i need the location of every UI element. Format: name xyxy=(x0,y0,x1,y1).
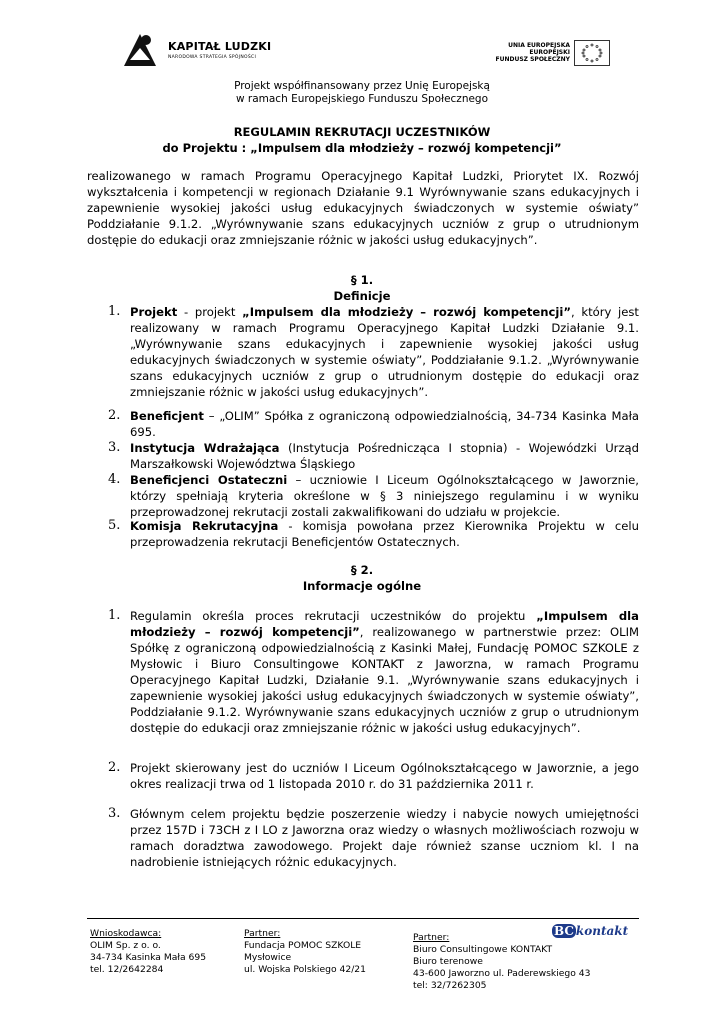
item-number: 2. xyxy=(108,408,121,423)
footer-line: Mysłowice xyxy=(244,952,292,963)
footer-heading: Partner: xyxy=(413,932,450,943)
kl-title: KAPITAŁ LUDZKI xyxy=(168,40,272,53)
footer-line: Biuro terenowe xyxy=(413,956,483,967)
definition-item xyxy=(108,518,639,550)
definition-item xyxy=(108,304,639,400)
bc-logo-text: kontakt xyxy=(575,924,629,938)
info-text: , realizowanego w partnerstwie przez: OLIM Spółkę z ograniczoną odpowiedzialnością z Kasinki Małej, Fundację POMOC SZKOLE z Mysłowic i Biuro Consultingowe KONTAKT z Jaworzna, w ramach Programu Operacyjnego Kapitał Ludzki, Działanie 9.1. „Wyrównywanie szans edukacyjnych i zapewnienie wysokiej jakości usług edukacyjnych świadczonych w systemie oświaty”, Poddziałanie 9.1.2. Wyrównywanie szans edukacyjnych uczniów z grup o utrudnionym dostępie do edukacji oraz zmniejszanie różnic w jakości usług edukacyjnych”. xyxy=(130,625,639,735)
footer-heading: Partner: xyxy=(244,928,281,939)
document-title xyxy=(0,124,724,156)
item-number: 5. xyxy=(108,518,121,533)
item-number: 4. xyxy=(108,472,121,487)
eu-flag-icon xyxy=(574,40,610,66)
definition-text: – uczniowie I Liceum Ogólnokształcącego w Jaworznie, którzy spełniają kryteria określone w § 3 niniejszego regulaminu i w wyniku przeprowadzonej rekrutacji zostali zakwalifikowani do udziału w projekcie. xyxy=(130,473,639,519)
footer-line: Fundacja POMOC SZKOLE xyxy=(244,940,362,951)
footer-partner-pomoc xyxy=(244,928,366,976)
section2-heading: Informacje ogólne xyxy=(302,579,422,593)
project-name: „Impulsem dla młodzieży – rozwój kompetencji” xyxy=(130,609,639,639)
title-line1: REGULAMIN REKRUTACJI UCZESTNIKÓW xyxy=(233,125,491,139)
section1-number: § 1. xyxy=(350,273,374,287)
definition-term: Beneficjenci Ostateczni xyxy=(130,473,288,487)
definition-text: (Instytucja Pośrednicząca I stopnia) - Wojewódzki Urząd Marszałkowski Województwa Śląskiego xyxy=(130,441,639,471)
footer-line: Biuro Consultingowe KONTAKT xyxy=(413,944,553,955)
eu-logo xyxy=(470,40,610,66)
definition-item xyxy=(108,440,639,472)
item-number: 1. xyxy=(108,304,121,319)
kl-subtitle: NARODOWA STRATEGIA SPÓJNOŚCI xyxy=(168,55,257,60)
info-text: Projekt skierowany jest do uczniów I Liceum Ogólnokształcącego w Jaworznie, a jego okres realizacji trwa od 1 listopada 2010 r. do 31 października 2011 r. xyxy=(130,761,639,791)
info-pre: Regulamin określa proces rekrutacji uczestników do projektu xyxy=(130,609,537,623)
definition-term: Instytucja Wdrażająca xyxy=(130,441,280,455)
eu-line3: FUNDUSZ SPOŁECZNY xyxy=(495,56,570,63)
item-number: 3. xyxy=(108,440,121,455)
intro-paragraph: realizowanego w ramach Programu Operacyjnego Kapitał Ludzki, Priorytet IX. Rozwój wykształcenia i kompetencji w regionach Działanie 9.1 Wyrównywanie szans edukacyjnych i zapewnienie wysokiej jakości usług edukacyjnych świadczonych w systemie oświaty” Poddziałanie 9.1.2. „Wyrównywanie szans edukacyjnych uczniów z grup o utrudnionym dostępie do edukacji oraz zmniejszanie różnic w jakości usług edukacyjnych”. xyxy=(87,169,639,247)
footer-heading: Wnioskodawca: xyxy=(90,928,162,939)
bc-kontakt-logo xyxy=(552,924,628,938)
definition-term: Projekt xyxy=(130,305,178,319)
eu-line2: EUROPEJSKI xyxy=(529,49,570,56)
cofin-line2: w ramach Europejskiego Funduszu Społecznego xyxy=(235,93,489,105)
general-info-item xyxy=(108,760,639,792)
definition-term: Komisja Rekrutacyjna xyxy=(130,519,279,533)
definition-term: Beneficjent xyxy=(130,409,204,423)
item-number: 1. xyxy=(108,608,121,623)
footer-line: OLIM Sp. z o. o. xyxy=(90,940,161,951)
definition-pre: - projekt xyxy=(177,305,243,319)
general-info-item xyxy=(108,608,639,736)
cofin-line1: Projekt współfinansowany przez Unię Europejską xyxy=(234,80,490,92)
definition-item xyxy=(108,408,639,440)
footer-applicant xyxy=(90,928,206,976)
title-line2: do Projektu : „Impulsem dla młodzieży – rozwój kompetencji” xyxy=(162,141,562,155)
info-text: Głównym celem projektu będzie poszerzenie wiedzy i nabycie nowych umiejętności przez 157D i 73CH z I LO z Jaworzna oraz wiedzy o własnych możliwościach rozwoju w ramach doradztwa zawodowego. Projekt daje również szanse uczniom kl. I na nadrobienie istniejących różnic edukacyjnych. xyxy=(130,807,639,869)
footer-partner-kontakt xyxy=(413,932,590,992)
eu-text xyxy=(496,42,571,63)
general-info-item xyxy=(108,806,639,870)
project-name: „Impulsem dla młodzieży – rozwój kompetencji” xyxy=(242,305,571,319)
item-number: 3. xyxy=(108,806,121,821)
definition-text: – „OLIM” Spółka z ograniczoną odpowiedzialnością, 34-734 Kasinka Mała 695. xyxy=(130,409,639,439)
footer-line: tel: 32/7262305 xyxy=(413,980,487,991)
section2-number: § 2. xyxy=(350,563,374,577)
definition-item xyxy=(108,472,639,520)
bc-logo-mark: BC xyxy=(554,924,574,938)
footer-line: 34-734 Kasinka Mała 695 xyxy=(90,952,207,963)
item-number: 2. xyxy=(108,760,121,775)
kapital-ludzki-logo xyxy=(120,30,285,70)
footer-line: tel. 12/2642284 xyxy=(90,964,164,975)
footer-divider xyxy=(87,918,639,919)
cofinancing-note xyxy=(0,80,724,106)
eu-line1: UNIA EUROPEJSKA xyxy=(508,42,570,49)
definition-text: - komisja powołana przez Kierownika Projektu w celu przeprowadzenia rekrutacji Beneficjentów Ostatecznych. xyxy=(130,519,640,549)
definition-text: , który jest realizowany w ramach Programu Operacyjnego Kapitał Ludzki Działanie 9.1. „Wyrównywanie szans edukacyjnych i zapewnienie wysokiej jakości usług edukacyjnych świadczonych w systemie oświaty”, Poddziałanie 9.1.2. „Wyrównywanie szans edukacyjnych uczniów z grup o utrudnionym dostępie do edukacji oraz zmniejszanie różnic w jakości usług edukacyjnych”. xyxy=(130,305,639,399)
section1-heading: Definicje xyxy=(333,289,391,303)
footer-line: ul. Wojska Polskiego 42/21 xyxy=(244,964,366,975)
kapital-ludzki-emblem-icon xyxy=(120,30,160,70)
footer-line: 43-600 Jaworzno ul. Paderewskiego 43 xyxy=(413,968,591,979)
